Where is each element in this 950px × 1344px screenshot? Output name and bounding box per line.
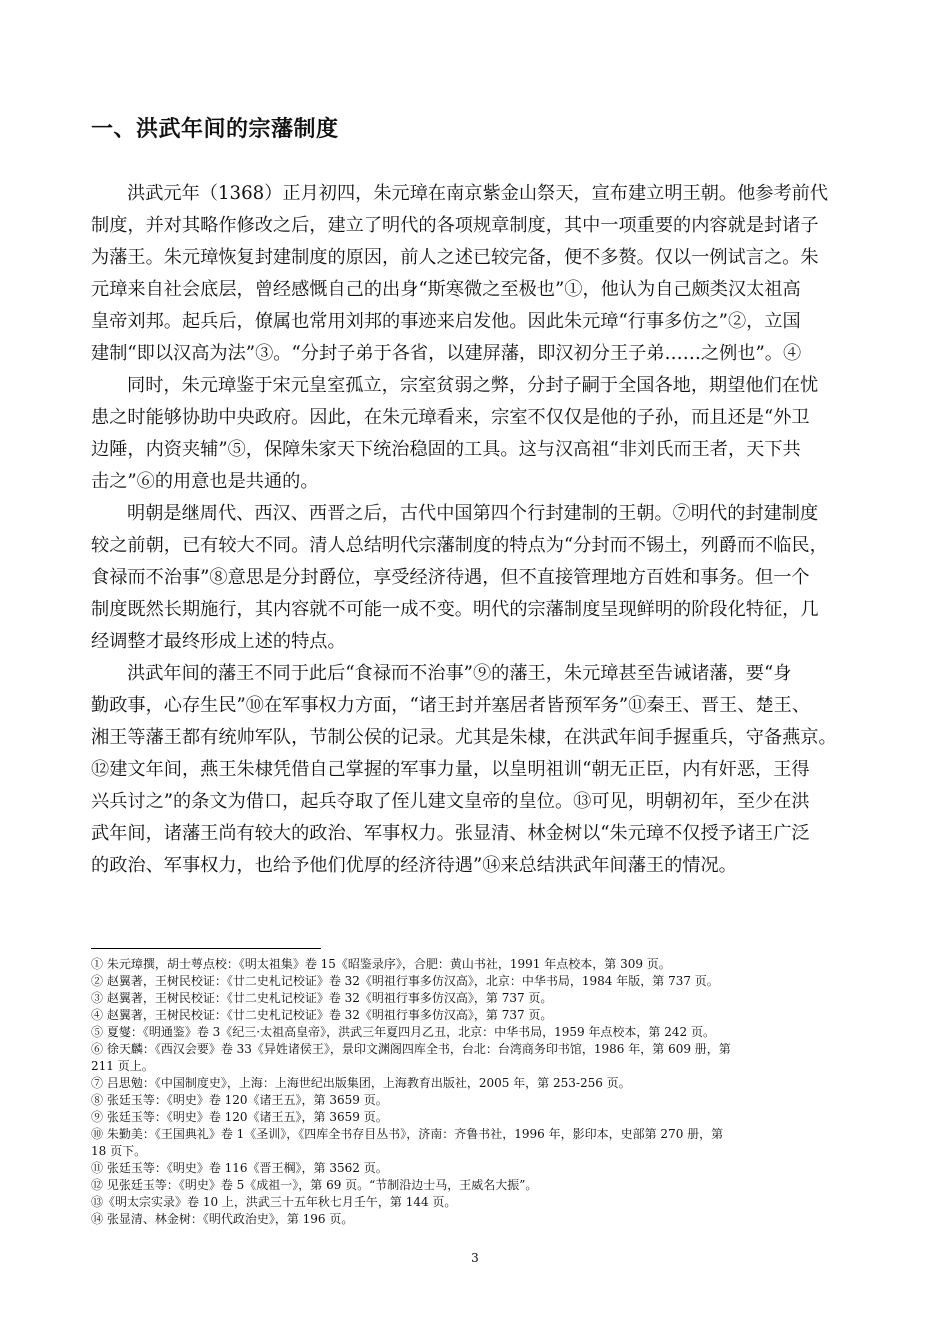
footnote: ② 赵翼著，王树民校证：《廿二史札记校证》卷 32《明祖行事多仿汉高》，北京：中华书局，1984 年版，第 737 页。: [91, 974, 719, 988]
footnote-continuation: 211 页上。: [91, 1059, 154, 1073]
footnote: ⑬《明太宗实录》卷 10 上，洪武三十五年秋七月壬午，第 144 页。: [91, 1195, 457, 1209]
body-line: 明朝是继周代、西汉、西晋之后，古代中国第四个行封建制的王朝。⑦明代的封建制度: [127, 503, 819, 524]
body-line: 武年间，诸藩王尚有较大的政治、军事权力。张显清、林金树以“朱元璋不仅授予诸王广泛: [91, 823, 810, 844]
body-line: 制度既然长期施行，其内容就不可能一成不变。明代的宗藩制度呈现鲜明的阶段化特征，几: [91, 599, 819, 620]
footnote: ⑪ 张廷玉等：《明史》卷 116《晋王棡》，第 3562 页。: [91, 1161, 388, 1175]
section-heading: 一、洪武年间的宗藩制度: [91, 117, 339, 142]
body-line: 较之前朝，已有较大不同。清人总结明代宗藩制度的特点为“分封而不锡土，列爵而不临民，: [91, 535, 828, 556]
footnote: ⑩ 朱勤美：《王国典礼》卷 1《圣训》，《四库全书存目丛书》，济南：齐鲁书社，1996 年，影印本，史部第 270 册，第: [91, 1127, 724, 1141]
footnotes: [91, 956, 861, 1228]
body-line: 湘王等藩王都有统帅军队，节制公侯的记录。尤其是朱棣，在洪武年间手握重兵，守备燕京。: [91, 727, 837, 748]
page-number: 3: [471, 1251, 479, 1265]
footnote-separator: [91, 948, 321, 949]
body-line: 边陲，内资夹辅”⑤，保障朱家天下统治稳固的工具。这与汉高祖“非刘氏而王者，天下共: [91, 439, 801, 460]
body-line: 元璋来自社会底层，曾经感慨自己的出身“斯寒微之至极也”①，他认为自己颇类汉太祖高: [91, 279, 801, 300]
body-line: 经调整才最终形成上述的特点。: [91, 631, 346, 652]
body-text: [91, 178, 861, 882]
footnote: ① 朱元璋撰，胡士萼点校：《明太祖集》卷 15《昭鉴录序》，合肥：黄山书社，1991 年点校本，第 309 页。: [91, 957, 671, 971]
body-line: 食禄而不治事”⑧意思是分封爵位，享受经济待遇，但不直接管理地方百姓和事务。但一个: [91, 567, 810, 588]
body-line: 洪武年间的藩王不同于此后“食禄而不治事”⑨的藩王，朱元璋甚至告诫诸藩，要“身: [127, 663, 792, 684]
body-line: 建制“即以汉高为法”③。“分封子弟于各省，以建屏藩，即汉初分王子弟……之例也”。④: [91, 343, 802, 364]
footnote: ③ 赵翼著，王树民校证：《廿二史札记校证》卷 32《明祖行事多仿汉高》，第 737 页。: [91, 991, 553, 1005]
body-line: 兴兵讨之”的条文为借口，起兵夺取了侄儿建文皇帝的皇位。⑬可见，明朝初年，至少在洪: [91, 791, 810, 812]
footnote: ⑧ 张廷玉等：《明史》卷 120《诸王五》，第 3659 页。: [91, 1093, 388, 1107]
footnote: ⑥ 徐天麟：《西汉会要》卷 33《异姓诸侯王》，景印文渊阁四库全书，台北：台湾商务印书馆，1986 年，第 609 册，第: [91, 1042, 731, 1056]
body-line: 皇帝刘邦。起兵后，僚属也常用刘邦的事迹来启发他。因此朱元璋“行事多仿之”②，立国: [91, 311, 801, 332]
footnote: ⑭ 张显清、林金树：《明代政治史》，第 196 页。: [91, 1212, 354, 1226]
body-line: 洪武元年（1368）正月初四，朱元璋在南京紫金山祭天，宣布建立明王朝。他参考前代: [127, 183, 829, 204]
footnote: ⑫ 见张廷玉等：《明史》卷 5《成祖一》，第 69 页。“节制沿边士马，王威名大振”。: [91, 1178, 538, 1192]
footnote: ④ 赵翼著，王树民校证：《廿二史札记校证》卷 32《明祖行事多仿汉高》，第 737 页。: [91, 1008, 553, 1022]
body-line: 为藩王。朱元璋恢复封建制度的原因，前人之述已较完备，便不多赘。仅以一例试言之。朱: [91, 247, 819, 268]
footnote: ⑨ 张廷玉等：《明史》卷 120《诸王五》，第 3659 页。: [91, 1110, 388, 1124]
body-line: 制度，并对其略作修改之后，建立了明代的各项规章制度，其中一项重要的内容就是封诸子: [91, 215, 819, 236]
body-line: 患之时能够协助中央政府。因此，在朱元璋看来，宗室不仅仅是他的子孙，而且还是“外卫: [91, 407, 810, 428]
body-line: 的政治、军事权力，也给予他们优厚的经济待遇”⑭来总结洪武年间藩王的情况。: [91, 855, 737, 876]
body-line: 勤政事，心存生民”⑩在军事权力方面，“诸王封并塞居者皆预军务”⑪秦王、晋王、楚王、: [91, 695, 811, 716]
footnote: ⑤ 夏燮：《明通鉴》卷 3《纪三·太祖高皇帝》，洪武三年夏四月乙丑，北京：中华书局，1959 年点校本，第 242 页。: [91, 1025, 715, 1039]
body-line: 击之”⑥的用意也是共通的。: [91, 471, 319, 492]
footnote-continuation: 18 页下。: [91, 1144, 147, 1158]
body-line: 同时，朱元璋鉴于宋元皇室孤立，宗室贫弱之弊，分封子嗣于全国各地，期望他们在忧: [127, 375, 819, 396]
body-line: ⑫建文年间，燕王朱棣凭借自己掌握的军事力量，以皇明祖训“朝无正臣，内有奸恶，王得: [91, 759, 810, 780]
footnote: ⑦ 吕思勉：《中国制度史》，上海：上海世纪出版集团，上海教育出版社，2005 年，第 253-256 页。: [91, 1076, 631, 1090]
